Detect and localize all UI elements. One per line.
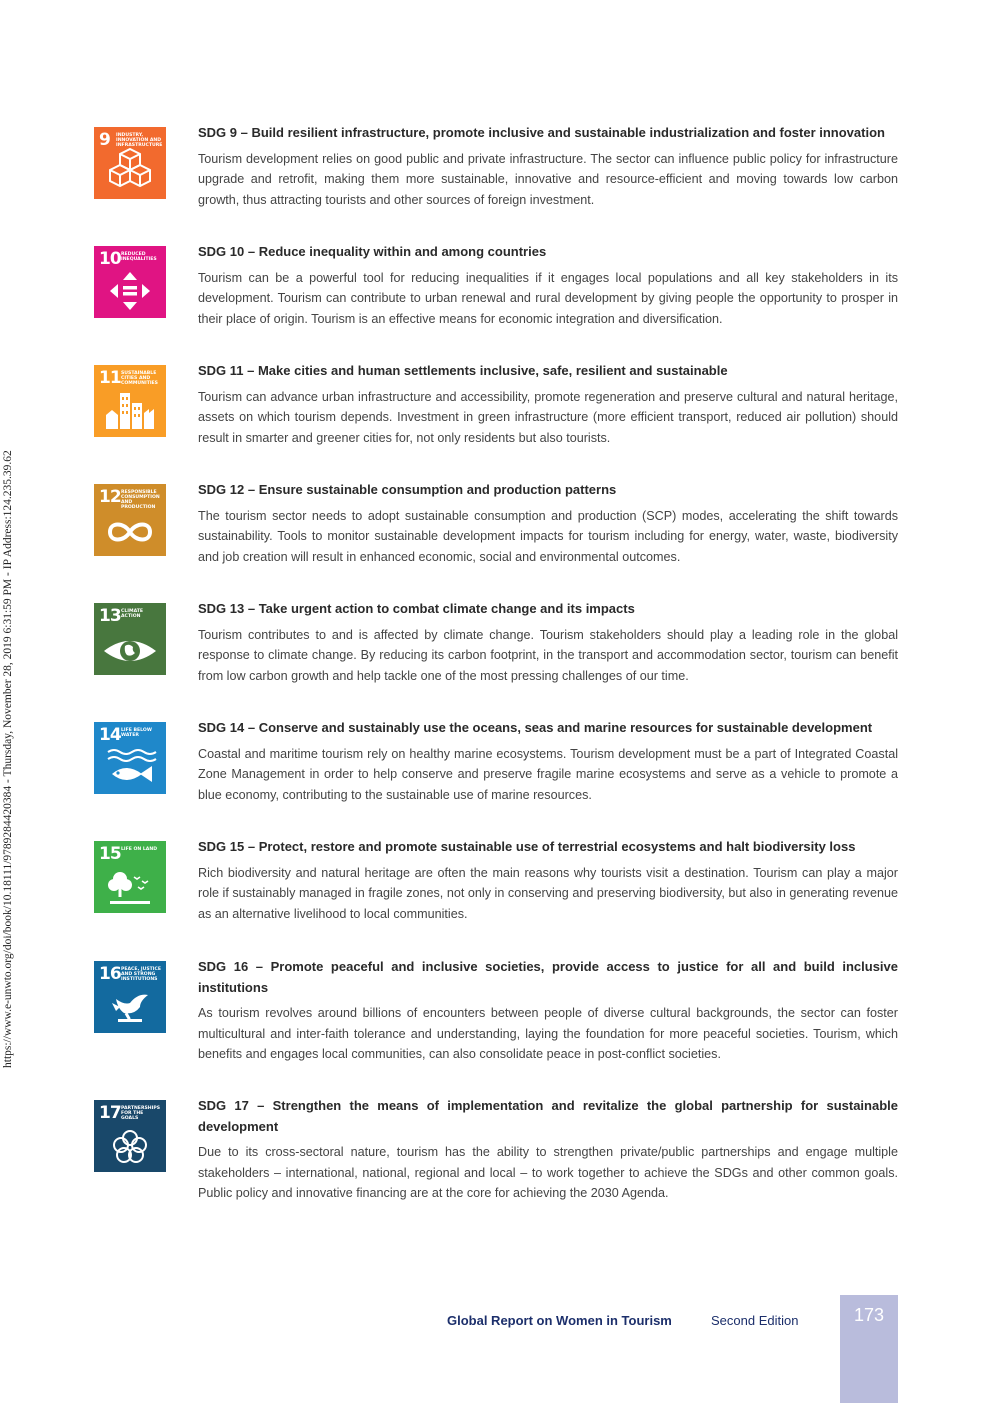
sdg16-text: [198, 957, 898, 1065]
sdg15-tile: [94, 841, 166, 913]
sdg15-text: [198, 837, 898, 924]
sdg10-tile: [94, 246, 166, 318]
sdg12-text: [198, 480, 898, 567]
fish-waves-icon: [94, 722, 166, 794]
sdg14-heading: SDG 14 – Conserve and sustainably use the oceans, seas and marine resources for sustainable development: [198, 720, 873, 735]
dove-gavel-icon: [94, 961, 166, 1033]
cubes-icon: [94, 127, 166, 199]
side-url-watermark: https://www.e-unwto.org/doi/book/10.18111/9789284420384 - Thursday, November 28, 2019 6:31:59 PM - IP Address:124.235.39.62: [2, 450, 14, 1068]
sdg17-body: Due to its cross-sectoral nature, tourism has the ability to strengthen private/public partnerships and engage multiple stakeholders – international, national, regional and local – to work together to achieve the SDGs and other common goals. Public policy and innovative financing are at the core for achieving the 2030 Agenda.: [198, 1145, 898, 1200]
sdg13-tile-label: CLIMATE ACTION: [121, 609, 144, 619]
sdg16-heading: SDG 16 – Promote peaceful and inclusive societies, provide access to justice for all and build inclusive institutions: [198, 959, 898, 995]
sdg11-tile-label: SUSTAINABLE CITIES AND COMMUNITIES: [121, 371, 158, 386]
sdg16-tile-label: PEACE, JUSTICE AND STRONG INSTITUTIONS: [121, 967, 162, 982]
sdg9-text: [198, 123, 898, 210]
sdg13-text: [198, 599, 898, 686]
sdg15-tile-label: LIFE ON LAND: [121, 847, 158, 852]
sdg11-body: Tourism can advance urban infrastructure and accessibility, promote regeneration and preserve cultural and natural heritage, assets on which tourism depends. Investment in green infrastructure (more efficient transport, reduced air pollution) should result in smarter and greener cities for, not only residents but also tourists.: [198, 389, 898, 445]
sdg11-text: [198, 361, 898, 448]
page-number: 173: [853, 1305, 885, 1325]
sdg14-tile-number: 14: [99, 725, 121, 745]
sdg15-heading: SDG 15 – Protect, restore and promote sustainable use of terrestrial ecosystems and halt biodiversity loss: [198, 839, 856, 854]
sdg13-tile-number: 13: [99, 606, 121, 626]
sdg16-tile: [94, 961, 166, 1033]
sdg11-heading: SDG 11 – Make cities and human settlements inclusive, safe, resilient and sustainable: [198, 363, 728, 378]
sdg9-tile: [94, 127, 166, 199]
sdg11-tile-number: 11: [99, 368, 121, 388]
sdg17-tile-number: 17: [99, 1103, 121, 1123]
sdg14-tile-label: LIFE BELOW WATER: [121, 728, 152, 738]
footer-report-title: Global Report on Women in Tourism: [447, 1313, 672, 1328]
sdg13-heading: SDG 13 – Take urgent action to combat climate change and its impacts: [198, 601, 635, 616]
sdg12-tile: [94, 484, 166, 556]
sdg13-body: Tourism contributes to and is affected by climate change. Tourism stakeholders should play a leading role in the global response to climate change. By reducing its carbon footprint, in the transport and accommodation sector, tourism can benefit from low carbon growth and help tackle one of the most pressing challenges of our time.: [198, 627, 898, 683]
page-number-box: [840, 1295, 898, 1403]
sdg12-heading: SDG 12 – Ensure sustainable consumption and production patterns: [198, 482, 617, 497]
sdg17-heading: SDG 17 – Strengthen the means of implementation and revitalize the global partnership for sustainable development: [198, 1098, 898, 1134]
sdg14-tile: [94, 722, 166, 794]
sdg9-tile-label: INDUSTRY, INNOVATION AND INFRASTRUCTURE: [116, 133, 163, 148]
city-buildings-icon: [94, 365, 166, 437]
sdg12-tile-number: 12: [99, 487, 121, 507]
equality-arrows-icon: [94, 246, 166, 318]
infinity-icon: [94, 484, 166, 556]
sdg16-body: As tourism revolves around billions of encounters between people of diverse cultural backgrounds, the sector can foster multicultural and inter-faith tolerance and understanding, laying the foundation for more peaceful societies. Tourism, which benefits and engages local communities, can also consolidate peace in post-conflict societies.: [198, 1006, 898, 1061]
sdg10-tile-number: 10: [99, 249, 121, 269]
sdg10-heading: SDG 10 – Reduce inequality within and among countries: [198, 244, 547, 259]
sdg14-body: Coastal and maritime tourism rely on healthy marine ecosystems. Tourism development must be a part of Integrated Coastal Zone Management in order to help conserve and preserve fragile marine ecosystems and serve as a vehicle to promote a blue economy, contributing to the sustainable use of marine resources.: [198, 746, 898, 802]
sdg10-text: [198, 242, 898, 329]
sdg17-tile: [94, 1100, 166, 1172]
tree-birds-icon: [94, 841, 166, 913]
sdg9-body: Tourism development relies on good public and private infrastructure. The sector can influence public policy for infrastructure upgrade and retrofit, making them more sustainable, innovative and resource-efficient and moving towards low carbon growth, thus attracting tourists and other sources of foreign investment.: [198, 151, 898, 207]
sdg15-body: Rich biodiversity and natural heritage are often the main reasons why tourists visit a destination. Tourism can play a major role if sustainably managed in fragile zones, not only in conserving and preserving biodiversity, but also in generating revenue as an alternative livelihood to local communities.: [198, 865, 898, 921]
linked-rings-icon: [94, 1100, 166, 1172]
sdg9-heading: SDG 9 – Build resilient infrastructure, promote inclusive and sustainable industrialization and foster innovation: [198, 125, 885, 140]
sdg16-tile-number: 16: [99, 964, 121, 984]
eye-globe-icon: [94, 603, 166, 675]
sdg14-text: [198, 718, 898, 805]
sdg17-tile-label: PARTNERSHIPS FOR THE GOALS: [121, 1106, 161, 1121]
sdg12-body: The tourism sector needs to adopt sustainable consumption and production (SCP) modes, accelerating the shift towards sustainability. Tools to monitor sustainable development impacts for tourism including for energy, water, waste, biodiversity and job creation will result in enhanced economic, social and environmental outcomes.: [198, 508, 898, 564]
sdg11-tile: [94, 365, 166, 437]
sdg15-tile-number: 15: [99, 844, 121, 864]
sdg17-text: [198, 1096, 898, 1204]
footer-edition: Second Edition: [711, 1313, 799, 1328]
sdg10-body: Tourism can be a powerful tool for reducing inequalities if it engages local populations and all key stakeholders in its development. Tourism can contribute to urban renewal and rural development by giving people the opportunity to prosper in their place of origin. Tourism is an effective means for economic integration and diversification.: [198, 270, 898, 326]
sdg9-tile-number: 9: [99, 130, 110, 150]
sdg12-tile-label: RESPONSIBLE CONSUMPTION AND PRODUCTION: [121, 490, 160, 510]
sdg13-tile: [94, 603, 166, 675]
sdg10-tile-label: REDUCED INEQUALITIES: [121, 252, 157, 262]
